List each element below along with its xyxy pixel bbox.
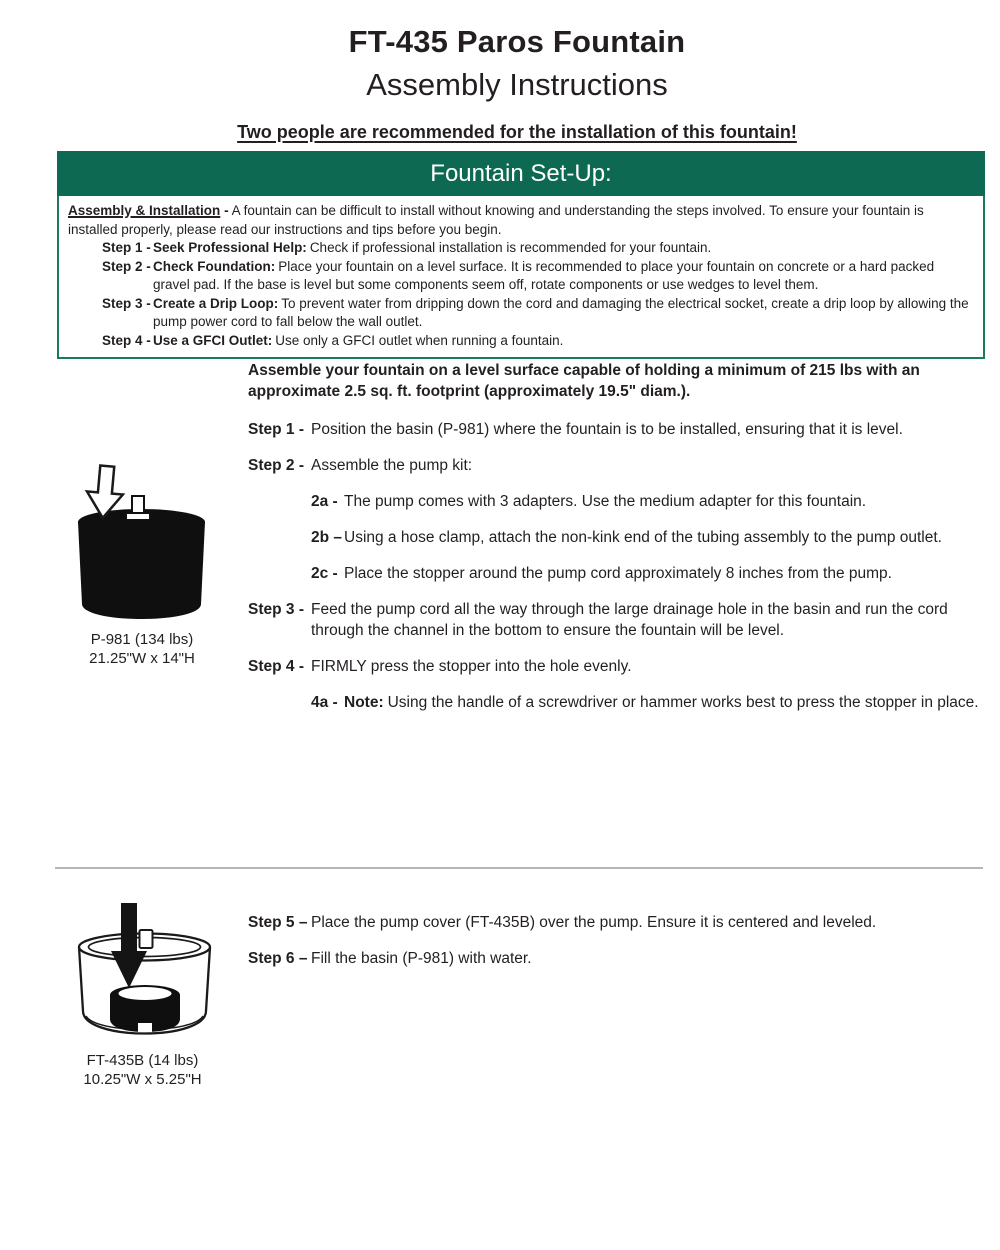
pump-cover-dimensions: 10.25"W x 5.25"H <box>83 1071 202 1088</box>
step-label: Step 3 - <box>248 601 304 618</box>
step-label: Step 4 - <box>248 658 304 675</box>
substep-label: 2a - <box>311 493 338 510</box>
step-label: Step 5 – <box>248 914 308 931</box>
substep-note-lead: Note: <box>344 694 384 711</box>
assembly-step-4a <box>311 692 985 713</box>
section-divider <box>55 867 983 869</box>
step-text: Place the pump cover (FT-435B) over the pump. Ensure it is centered and leveled. <box>311 914 877 931</box>
setup-step-title: Check Foundation: <box>153 258 276 274</box>
basin-shape <box>78 509 205 619</box>
page-subtitle: Assembly Instructions <box>366 67 668 102</box>
substep-label: 2b – <box>311 529 343 546</box>
setup-step-title: Create a Drip Loop: <box>153 295 279 311</box>
substep-text: Place the stopper around the pump cord approximately 8 inches from the pump. <box>344 565 892 582</box>
setup-step-1 <box>102 239 973 258</box>
two-people-notice: Two people are recommended for the installation of this fountain! <box>237 122 797 142</box>
setup-step-text: Place your fountain on a level surface. It is recommended to place your fountain on concrete or a hard packed gravel pad. If the base is level but some components seem off, rotate components or use wedges to level them. <box>153 258 935 292</box>
setup-box-body <box>57 196 985 359</box>
setup-step-text: To prevent water from dripping down the cord and damaging the electrical socket, create a drip loop by allowing the pump power cord to fall below the wall outlet. <box>153 295 969 329</box>
assembly-instructions-section-2 <box>248 912 985 984</box>
basin-caption <box>72 630 212 668</box>
substep-label: 2c - <box>311 565 338 582</box>
substep-text: The pump comes with 3 adapters. Use the medium adapter for this fountain. <box>344 493 867 510</box>
assembly-step-2a <box>311 491 985 512</box>
pump-cover-figure <box>65 903 220 1089</box>
substep-text: Using the handle of a screwdriver or hammer works best to press the stopper in place. <box>387 694 979 711</box>
step-text: FIRMLY press the stopper into the hole evenly. <box>311 658 632 675</box>
step-text: Feed the pump cord all the way through the large drainage hole in the basin and run the cord through the channel in the bottom to ensure the fountain will be level. <box>311 601 948 639</box>
basin-illustration <box>72 464 212 622</box>
assembly-step-2b <box>311 527 985 548</box>
setup-intro <box>68 202 973 239</box>
substep-label: 4a - <box>311 694 338 711</box>
pump-stub-icon <box>126 496 150 520</box>
pump-stub-icon <box>139 930 152 948</box>
pump-cover-part-number: FT-435B (14 lbs) <box>86 1052 199 1069</box>
step-text: Assemble the pump kit: <box>311 457 473 474</box>
setup-intro-lead: Assembly & Installation <box>68 203 221 218</box>
substep-text: Using a hose clamp, attach the non-kink end of the tubing assembly to the pump outlet. <box>344 529 942 546</box>
pump-cover-shape <box>110 985 180 1032</box>
header <box>34 0 1000 143</box>
assembly-step-2c <box>311 563 985 584</box>
assembly-step-6 <box>248 948 985 969</box>
assembly-step-3 <box>248 599 985 641</box>
assembly-step-5 <box>248 912 985 933</box>
basin-dimensions: 21.25"W x 14"H <box>89 650 195 667</box>
pump-cover-caption <box>65 1051 220 1089</box>
step-text: Fill the basin (P-981) with water. <box>311 950 532 967</box>
step-label: Step 1 - <box>248 421 304 438</box>
basin-figure <box>72 464 212 668</box>
setup-box-title-bar: Fountain Set-Up: <box>57 151 985 196</box>
assembly-instructions-section <box>248 360 985 728</box>
setup-step-label: Step 1 - <box>102 240 151 255</box>
setup-step-label: Step 3 - <box>102 295 151 311</box>
setup-step-title: Use a GFCI Outlet: <box>153 332 273 348</box>
setup-step-label: Step 4 - <box>102 332 151 348</box>
assembly-step-4 <box>248 656 985 677</box>
step-label: Step 6 – <box>248 950 308 967</box>
page-title: FT-435 Paros Fountain <box>348 24 686 59</box>
setup-intro-dash: - <box>224 203 229 218</box>
setup-step-title: Seek Professional Help: <box>153 240 307 255</box>
setup-intro-text: A fountain can be difficult to install without knowing and understanding the steps involved. To ensure your fountain is installed properly, please read our instructions and tips before you begin. <box>68 203 924 237</box>
fountain-setup-box <box>57 151 985 359</box>
assembly-intro: Assemble your fountain on a level surface capable of holding a minimum of 215 lbs with an approximate 2.5 sq. ft. footprint (approximately 19.5" diam.). <box>248 362 920 400</box>
setup-step-2 <box>102 258 973 295</box>
setup-step-label: Step 2 - <box>102 258 151 274</box>
step-text: Position the basin (P-981) where the fountain is to be installed, ensuring that it is level. <box>311 421 903 438</box>
setup-step-4 <box>102 332 973 351</box>
setup-step-text: Check if professional installation is recommended for your fountain. <box>309 240 712 255</box>
setup-step-3 <box>102 295 973 332</box>
basin-part-number: P-981 (134 lbs) <box>90 631 194 648</box>
setup-step-text: Use only a GFCI outlet when running a fountain. <box>275 332 564 348</box>
assembly-step-2 <box>248 455 985 476</box>
pump-cover-illustration <box>68 903 218 1043</box>
step-label: Step 2 - <box>248 457 304 474</box>
assembly-step-1 <box>248 419 985 440</box>
